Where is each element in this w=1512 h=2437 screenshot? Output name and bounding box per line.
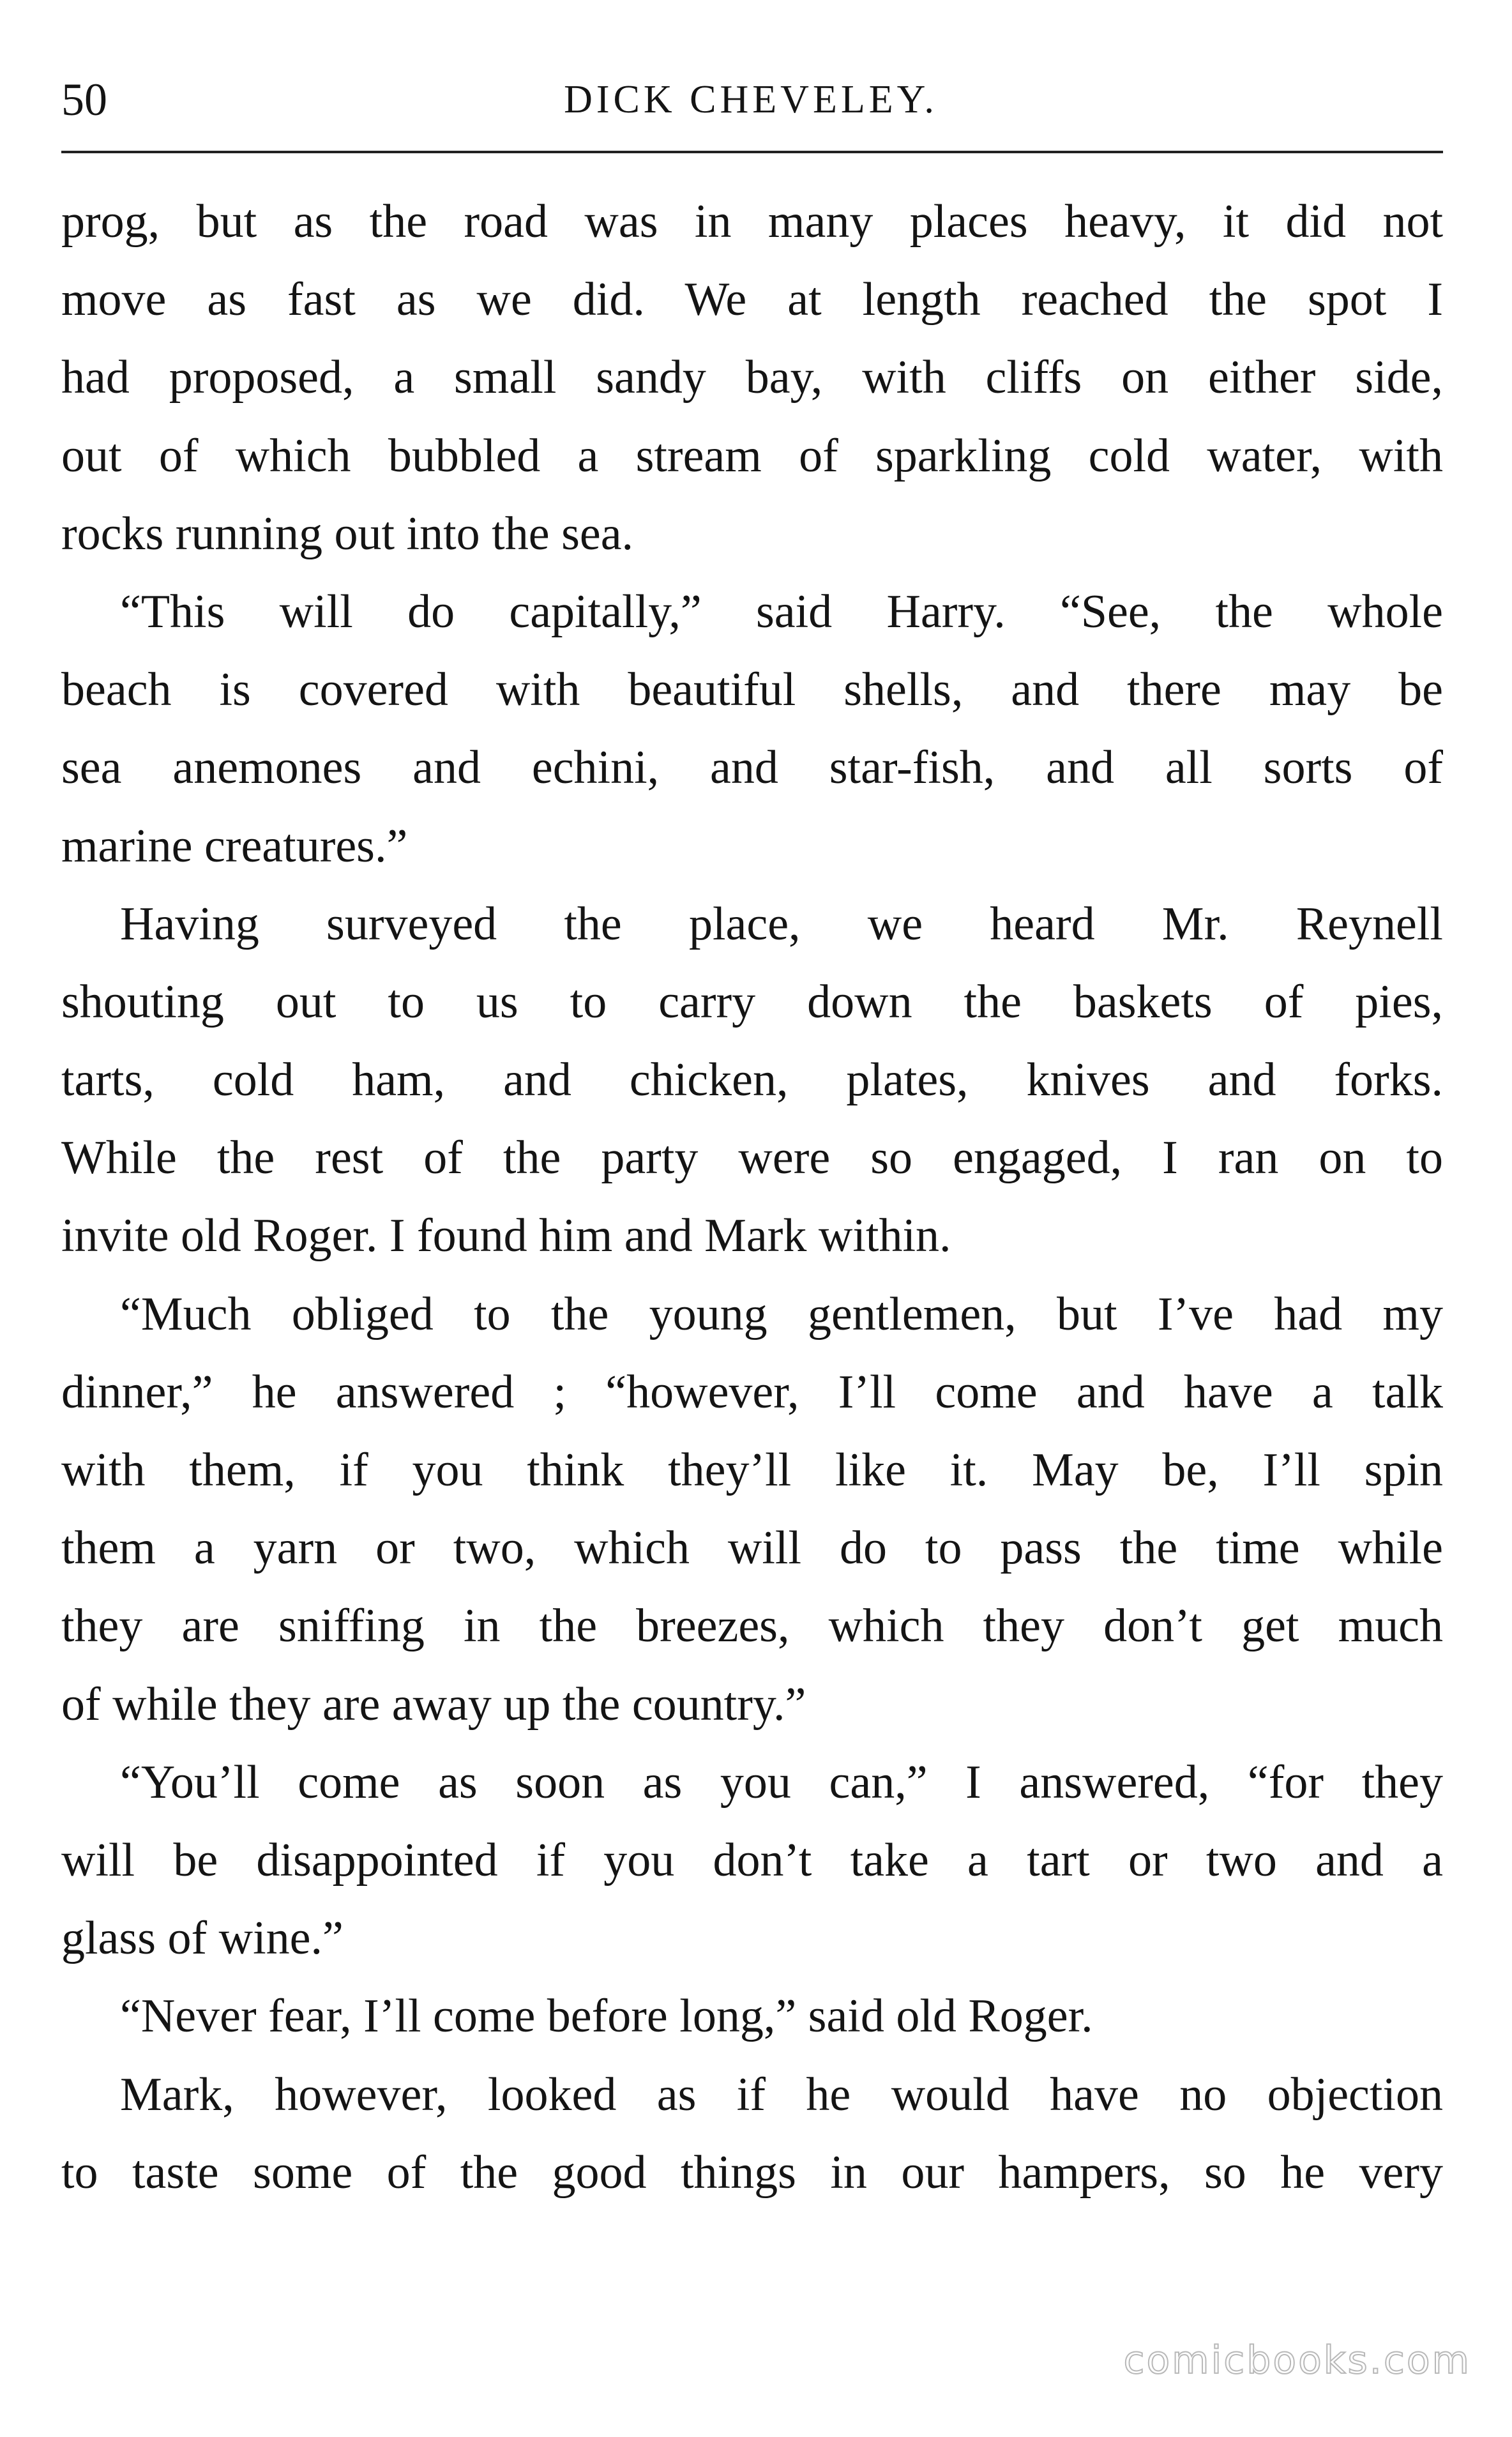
text-line: prog, but as the road was in many places heavy, it did not <box>61 195 1443 248</box>
watermark: comicbooks.com <box>1123 2338 1471 2383</box>
text-line: they are sniffing in the breezes, which they don’t get much <box>61 1600 1443 1653</box>
text-line: marine creatures.” <box>61 819 408 872</box>
text-line: “You’ll come as soon as you can,” I answered, “for they <box>120 1756 1443 1809</box>
text-line: will be disappointed if you don’t take a tart or two and a <box>61 1833 1443 1887</box>
text-line: “Never fear, I’ll come before long,” said old Roger. <box>120 1990 1093 2043</box>
running-title: DICK CHEVELEY. <box>564 78 938 121</box>
text-line: Having surveyed the place, we heard Mr. Reynell <box>120 897 1443 950</box>
text-line: rocks running out into the sea. <box>61 507 634 560</box>
text-line: “Much obliged to the young gentlemen, but I’ve had my <box>120 1287 1443 1340</box>
text-line: “This will do capitally,” said Harry. “See, the whole <box>120 585 1443 638</box>
text-line: glass of wine.” <box>61 1912 344 1965</box>
page-number: 50 <box>61 74 107 125</box>
text-line: While the rest of the party were so engaged, I ran on to <box>61 1132 1443 1185</box>
text-line: dinner,” he answered ; “however, I’ll come and have a talk <box>61 1365 1443 1418</box>
text-line: with them, if you think they’ll like it. May be, I’ll spin <box>61 1444 1443 1496</box>
text-line: had proposed, a small sandy bay, with cliffs on either side, <box>61 351 1443 404</box>
text-line: tarts, cold ham, and chicken, plates, knives and forks. <box>61 1054 1443 1107</box>
text-line: sea anemones and echini, and star-fish, and all sorts of <box>61 741 1443 794</box>
text-line: move as fast as we did. We at length reached the spot I <box>61 273 1443 326</box>
text-line: invite old Roger. I found him and Mark within. <box>61 1210 951 1263</box>
text-line: to taste some of the good things in our hampers, so he very <box>61 2146 1443 2199</box>
body-text <box>61 183 1443 2212</box>
running-head <box>61 61 1440 138</box>
text-line: beach is covered with beautiful shells, and there may be <box>61 664 1443 717</box>
header-rule <box>61 151 1443 153</box>
text-line: out of which bubbled a stream of sparkling cold water, with <box>61 429 1443 482</box>
text-line: them a yarn or two, which will do to pass the time while <box>61 1522 1443 1575</box>
text-line: of while they are away up the country.” <box>61 1678 806 1731</box>
text-line: Mark, however, looked as if he would have no objection <box>120 2068 1443 2121</box>
text-line: shouting out to us to carry down the baskets of pies, <box>61 975 1443 1028</box>
